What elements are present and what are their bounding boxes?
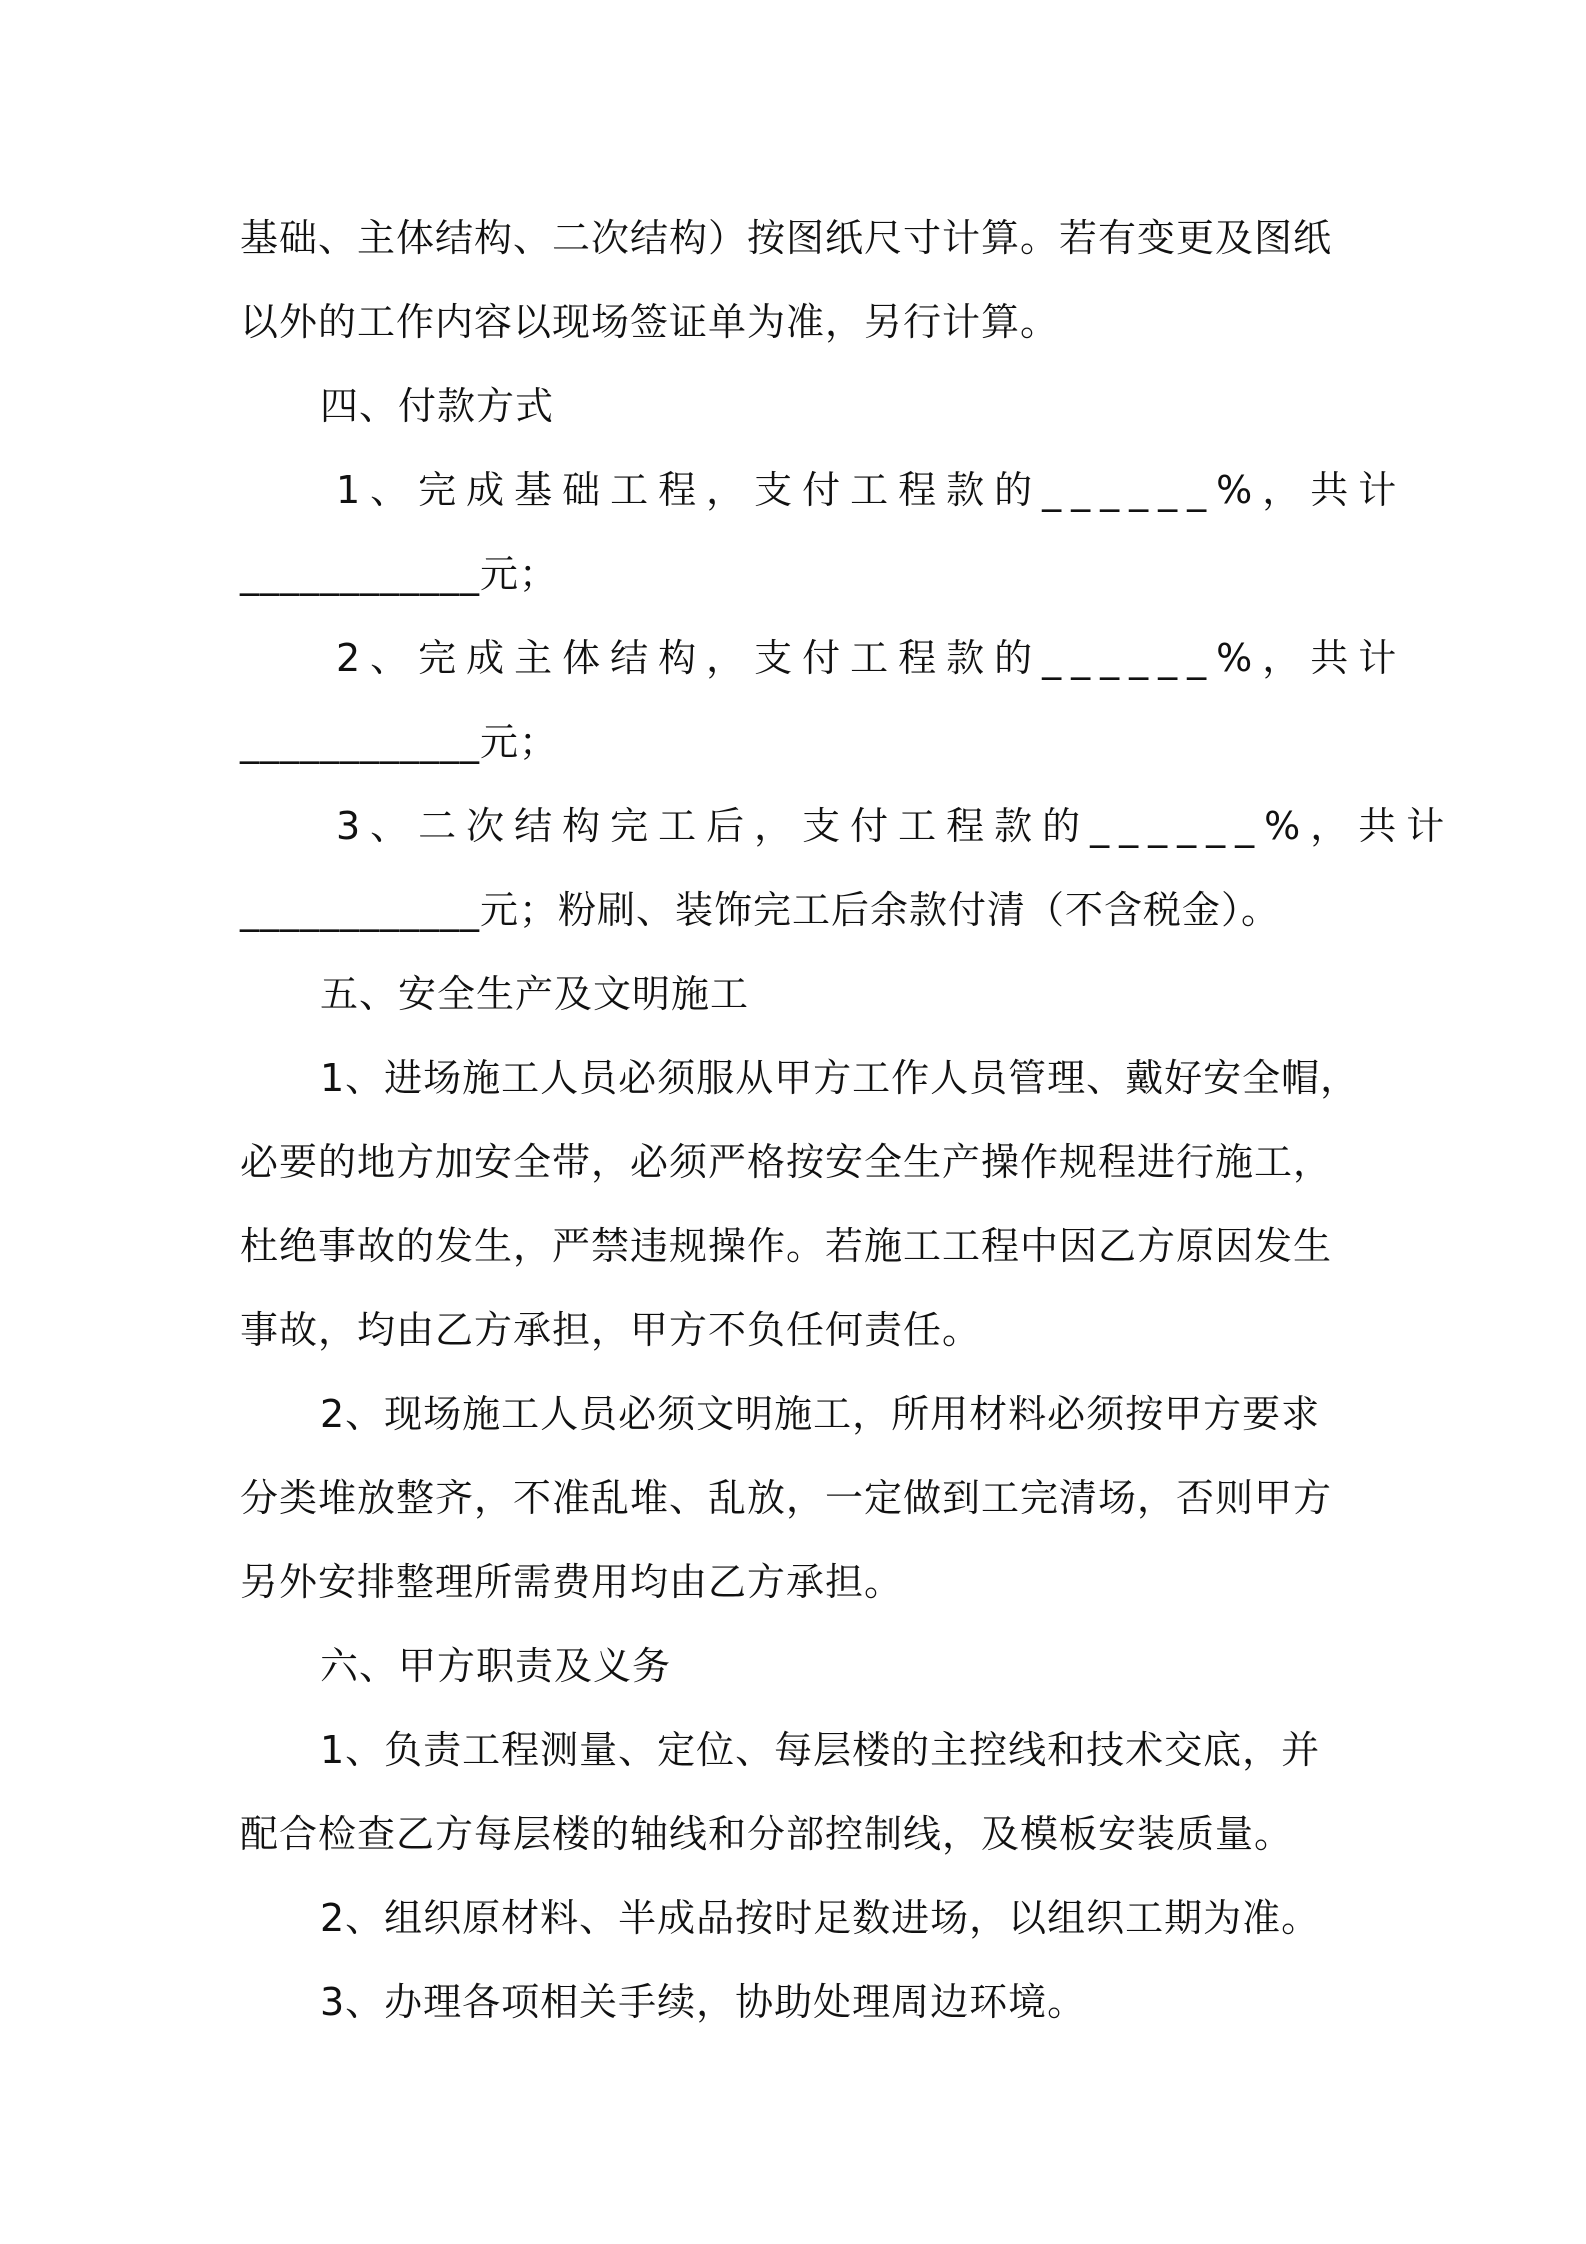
- safety-item-1: 1、进场施工人员必须服从甲方工作人员管理、戴好安全帽，: [320, 1056, 1360, 1100]
- duty-item-1: 1、负责工程测量、定位、每层楼的主控线和技术交底，并: [320, 1728, 1321, 1772]
- text-line: 基础、主体结构、二次结构）按图纸尺寸计算。若有变更及图纸: [240, 216, 1333, 260]
- text-line: 事故，均由乙方承担，甲方不负任何责任。: [240, 1308, 982, 1352]
- text-line: 杜绝事故的发生，严禁违规操作。若施工工程中因乙方原因发生: [240, 1224, 1333, 1268]
- payment-item-1-amount: ____________元；: [240, 552, 559, 596]
- payment-item-3: 3、二次结构完工后，支付工程款的______%，共计: [336, 804, 1455, 848]
- payment-item-2: 2、完成主体结构，支付工程款的______%，共计: [336, 636, 1407, 680]
- text-line: 分类堆放整齐，不准乱堆、乱放，一定做到工完清场，否则甲方: [240, 1476, 1333, 1520]
- duty-item-2: 2、组织原材料、半成品按时足数进场，以组织工期为准。: [320, 1896, 1321, 1940]
- safety-item-2: 2、现场施工人员必须文明施工，所用材料必须按甲方要求: [320, 1392, 1321, 1436]
- payment-item-2-amount: ____________元；: [240, 720, 559, 764]
- section-heading-safety: 五、安全生产及文明施工: [320, 972, 750, 1016]
- duty-item-3: 3、办理各项相关手续，协助处理周边环境。: [320, 1980, 1087, 2024]
- payment-item-1: 1、完成基础工程，支付工程款的______%，共计: [336, 468, 1407, 512]
- text-line: 另外安排整理所需费用均由乙方承担。: [240, 1560, 904, 1604]
- section-heading-payment: 四、付款方式: [320, 384, 555, 428]
- text-line: 以外的工作内容以现场签证单为准，另行计算。: [240, 300, 1060, 344]
- section-heading-party-a-duties: 六、甲方职责及义务: [320, 1644, 672, 1688]
- text-line: 配合检查乙方每层楼的轴线和分部控制线，及模板安装质量。: [240, 1812, 1294, 1856]
- document-body: [240, 196, 1455, 2044]
- payment-item-3-amount: ____________元；粉刷、装饰完工后余款付清（不含税金）。: [240, 888, 1281, 932]
- text-line: 必要的地方加安全带，必须严格按安全生产操作规程进行施工，: [240, 1140, 1333, 1184]
